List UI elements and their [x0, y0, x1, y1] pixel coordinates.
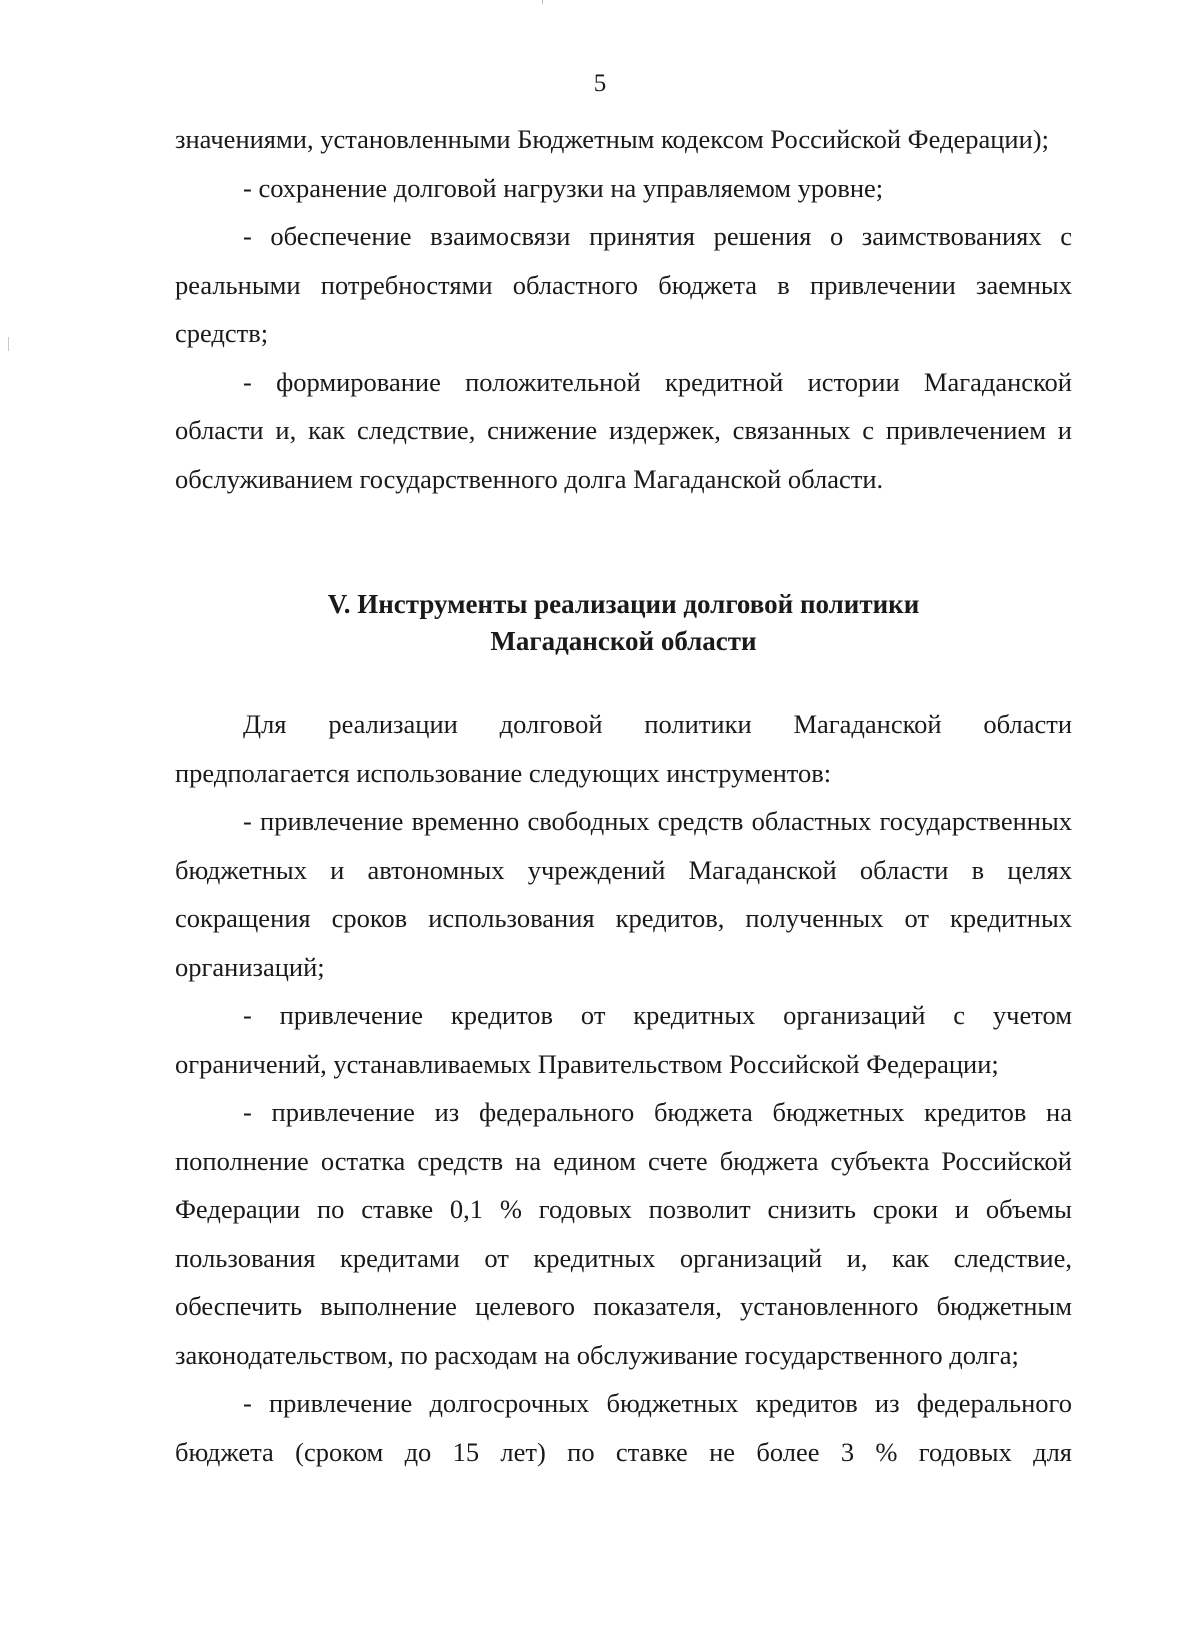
list-item: - формирование положительной кредитной истории Магаданской области и, как следствие, снижение издержек, связанных с привлечением и обслуживанием государственного долга Магаданской области.	[175, 366, 1072, 494]
scan-mark	[542, 0, 543, 4]
section-heading-line: V. Инструменты реализации долговой политики	[327, 589, 920, 619]
list-item: - привлечение из федерального бюджета бюджетных кредитов на пополнение остатка средств на едином счете бюджета субъекта Российской Федерации по ставке 0,1 % годовых позволит снизить сроки и объемы пользования кредитами от кредитных организаций и, как следствие, обеспечить выполнение целевого показателя, установленного бюджетным законодательством, по расходам на обслуживание государственного долга;	[175, 1097, 1072, 1370]
paragraph: значениями, установленными Бюджетным кодексом Российской Федерации);	[175, 124, 1049, 154]
page-number: 5	[593, 70, 607, 97]
section-heading-line: Магаданской области	[490, 626, 757, 656]
list-item: - привлечение долгосрочных бюджетных кредитов из федерального бюджета (сроком до 15 лет) по ставке не более 3 % годовых для	[175, 1388, 1072, 1467]
text-block-upper	[175, 115, 1072, 503]
scan-mark	[8, 337, 9, 351]
list-item: - привлечение кредитов от кредитных организаций с учетом ограничений, устанавливаемых Правительством Российской Федерации;	[175, 1000, 1072, 1079]
list-item: - привлечение временно свободных средств областных государственных бюджетных и автономных учреждений Магаданской области в целях сокращения сроков использования кредитов, полученных от кредитных организаций;	[175, 806, 1072, 982]
list-item: - обеспечение взаимосвязи принятия решения о заимствованиях с реальными потребностями областного бюджета в привлечении заемных средств;	[175, 221, 1072, 348]
section-heading	[175, 586, 1072, 660]
text-block-lower	[175, 700, 1072, 1476]
list-item: - сохранение долговой нагрузки на управляемом уровне;	[243, 172, 884, 203]
paragraph: Для реализации долговой политики Магаданской области предполагается использование следующих инструментов:	[175, 709, 1072, 788]
